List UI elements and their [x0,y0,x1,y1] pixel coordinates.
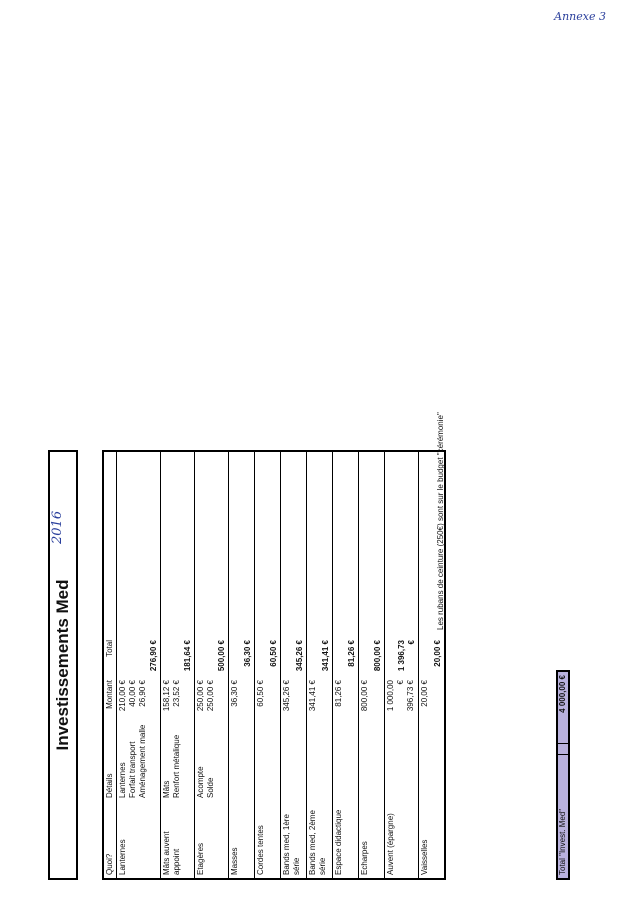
montant-line: 158,12 € [162,680,171,712]
montant-line: 345,26 € [282,680,291,712]
table-row [161,451,195,879]
montant-line: 341,41 € [308,680,317,712]
cell-total: 36,30 € [229,637,255,677]
cell-total: 500,00 € [195,637,229,677]
table-row [195,451,229,879]
detail-line [360,720,370,798]
detail-line [256,720,266,798]
rotated-document [48,412,588,880]
handwritten-year: 2016 [50,510,65,544]
cell-details [385,717,419,801]
detail-line [334,720,344,798]
detail-line [386,720,396,798]
detail-line: Forfait transport [128,741,137,798]
cell-details [117,717,161,801]
table-body [117,451,445,879]
investments-table [102,450,446,880]
grand-total-row [556,670,570,880]
cell-quoi: Auvent (épargne) [385,801,419,879]
cell-montant [161,677,195,717]
montant-line: 60,50 € [256,680,265,707]
montant-line: 20,00 € [420,680,429,707]
cell-quoi: Espace didactique [333,801,359,879]
table-row [281,451,307,879]
detail-line [396,720,406,798]
cell-details [161,717,195,801]
detail-line [420,720,430,798]
montant-line: 250,00 € [196,680,205,712]
cell-montant [333,677,359,717]
montant-line: 1 000,00 € [386,680,405,712]
montant-line: 81,26 € [334,680,343,707]
cell-montant [229,677,255,717]
cell-total: 276,90 € [117,637,161,677]
montant-line: 250,00 € [206,680,215,712]
cell-spacer [359,451,385,637]
detail-line [308,720,318,798]
cell-details [255,717,281,801]
cell-quoi: Etagères [195,801,229,879]
cell-details [359,717,385,801]
cell-quoi: Cordes tentes [255,801,281,879]
cell-total: 181,64 € [161,637,195,677]
cell-spacer [307,451,333,637]
cell-montant [359,677,385,717]
cell-total: 800,00 € [359,637,385,677]
cell-details [229,717,255,801]
cell-spacer [195,451,229,637]
detail-line: Lanternes [118,762,127,798]
detail-line: Acompte [196,766,205,798]
grand-total-value: 4 000,00 € [558,672,568,743]
cell-montant [281,677,307,717]
table-row [359,451,385,879]
cell-montant [255,677,281,717]
cell-montant [419,677,445,717]
table-row [333,451,359,879]
cell-spacer [117,451,161,637]
page-title: Investissements Med [48,450,78,880]
cell-details [195,717,229,801]
cell-spacer [255,451,281,637]
detail-line: Solde [206,777,215,798]
cell-montant [385,677,419,717]
cell-montant [117,677,161,717]
cell-montant [307,677,333,717]
detail-line: Renfort métalique [172,734,181,798]
cell-spacer [385,451,419,637]
cell-spacer [161,451,195,637]
montant-line: 800,00 € [360,680,369,712]
table-row [229,451,255,879]
cell-total: 60,50 € [255,637,281,677]
cell-details [281,717,307,801]
cell-details [333,717,359,801]
note-text: Les rubans de ceinture (250€) sont sur le budget "cérémonie" [436,412,445,630]
cell-quoi: Masses [229,801,255,879]
cell-quoi: Bands med, 2ème série [307,801,333,879]
table-row [255,451,281,879]
cell-montant [195,677,229,717]
cell-quoi: Vaisselles [419,801,445,879]
montant-line: 36,30 € [230,680,239,707]
header-montant: Montant [103,677,117,717]
table-header-row [103,451,117,879]
montant-line: 23,52 € [172,680,181,707]
cell-total: 345,26 € [281,637,307,677]
header-details: Détails [103,717,117,801]
cell-details [307,717,333,801]
detail-line: Mâts [162,780,171,798]
cell-quoi: Lanternes [117,801,161,879]
annex-label: Annexe 3 [554,10,606,23]
detail-line [230,720,240,798]
cell-quoi: Bands med, 1ère série [281,801,307,879]
montant-line: 40,00 € [128,680,137,707]
montant-line: 396,73 € [406,680,415,712]
montant-line: 26,90 € [138,680,147,707]
table-row [117,451,161,879]
cell-quoi: Echarpes [359,801,385,879]
grand-total-spacer [558,743,568,754]
cell-spacer [281,451,307,637]
montant-line: 210,00 € [118,680,127,712]
detail-line: Aménagement malle [138,724,147,798]
grand-total-label: Total "Invest. Med" [558,754,568,878]
cell-total: 81,26 € [333,637,359,677]
table-row [307,451,333,879]
header-total: Total [103,637,117,677]
header-spacer [103,451,117,637]
cell-spacer [229,451,255,637]
detail-line [282,720,292,798]
cell-spacer [333,451,359,637]
header-quoi: Quoi? [103,801,117,879]
table-row [385,451,419,879]
cell-total: 20,00 € [419,637,445,677]
cell-details [419,717,445,801]
cell-total: 1 396,73 € [385,637,419,677]
cell-total: 341,41 € [307,637,333,677]
cell-quoi: Mâts auvent appoint [161,801,195,879]
